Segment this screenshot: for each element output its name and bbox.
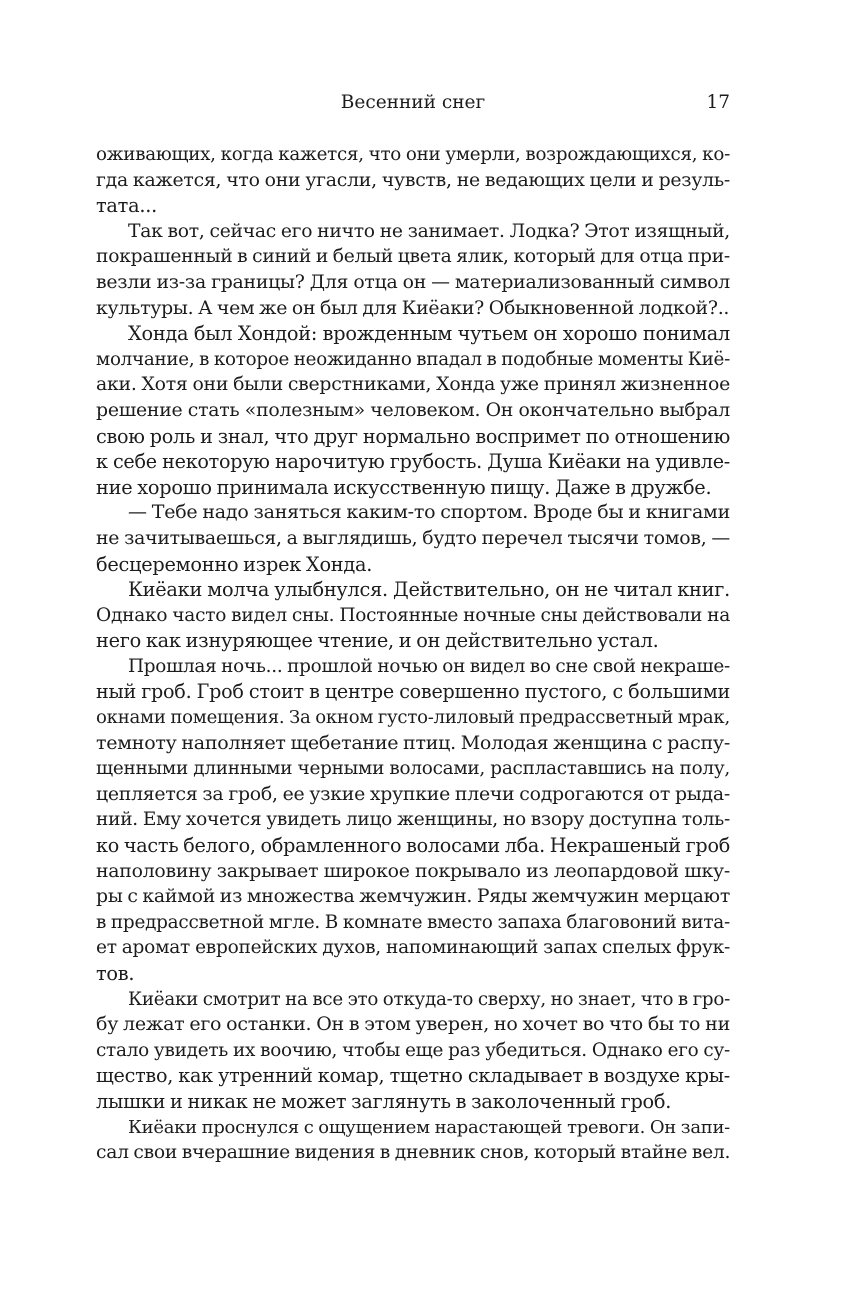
text-line: темноту наполняет щебетание птиц. Молодая женщина с распу- bbox=[96, 731, 730, 754]
text-line: Киёаки проснулся с ощущением нарастающей тревоги. Он запи- bbox=[128, 1116, 730, 1138]
text-line: ет аромат европейских духов, напоминающий запах спелых фрук- bbox=[96, 937, 730, 959]
text-line: гда кажется, что они угасли, чувств, не ведающих цели и резуль- bbox=[96, 169, 730, 191]
text-line: везли из-за границы? Для отца он — материализованный символ bbox=[96, 271, 730, 293]
text-line: стало увидеть их воочию, чтобы еще раз убедиться. Однако его су- bbox=[96, 1039, 730, 1061]
text-line: лышки и никак не может заглянуть в заколоченный гроб. bbox=[96, 1089, 672, 1113]
text-line: ние хорошо принимала искусственную пищу. Даже в дружбе. bbox=[96, 475, 712, 499]
text-line: сал свои вчерашние видения в дневник снов, который втайне вел. bbox=[96, 1142, 731, 1164]
text-line: ры с каймой из множества жемчужин. Ряды жемчужин мерцают bbox=[96, 886, 730, 908]
text-line: цепляется за гроб, ее узкие хрупкие плечи содрогаются от рыда- bbox=[96, 783, 730, 805]
text-line: ный гроб. Гроб стоит в центре совершенно пустого, с большими bbox=[96, 680, 730, 704]
text-line: покрашенный в синий и белый цвета ялик, который для отца при- bbox=[96, 246, 730, 268]
text-line: к себе некоторую нарочитую грубость. Душа Киёаки на удивле- bbox=[96, 450, 730, 474]
text-line: аки. Хотя они были сверстниками, Хонда уже принял жизненное bbox=[96, 374, 730, 396]
text-line: бу лежат его останки. Он в этом уверен, но хочет во что бы то ни bbox=[96, 1013, 730, 1036]
text-line: Киёаки смотрит на все это откуда-то сверху, но знает, что в гро- bbox=[128, 988, 730, 1010]
text-line: молчание, в которое неожиданно впадал в подобные моменты Киё- bbox=[96, 348, 730, 370]
text-line: решение стать «полезным» человеком. Он окончательно выбрал bbox=[96, 399, 730, 421]
page-number: 17 bbox=[706, 92, 730, 113]
text-line: не зачитываешься, а выглядишь, будто перечел тысячи томов, — bbox=[96, 527, 730, 549]
running-title: Весенний снег bbox=[340, 92, 486, 113]
text-line: окнами помещения. За окном густо-лиловый предрассветный мрак, bbox=[96, 707, 730, 729]
text-line: щество, как утренний комар, тщетно складывает в воздухе кры- bbox=[96, 1064, 730, 1088]
text-line: Однако часто видел сны. Постоянные ночные сны действовали на bbox=[96, 604, 730, 626]
text-line: — Тебе надо заняться каким-то спортом. Вроде бы и книгами bbox=[128, 501, 730, 524]
text-line: Прошлая ночь... прошлой ночью он видел во сне свой некраше- bbox=[128, 655, 730, 677]
text-line: него как изнуряющее чтение, и он действительно устал. bbox=[96, 629, 659, 653]
body-text bbox=[96, 142, 730, 1166]
text-line: Киёаки молча улыбнулся. Действительно, он не читал книг. bbox=[128, 578, 730, 602]
text-line: в предрассветной мгле. В комнате вместо запаха благовоний вита- bbox=[96, 911, 730, 933]
running-head bbox=[96, 92, 730, 120]
text-line: щенными длинными черными волосами, распластавшись на полу, bbox=[96, 758, 730, 780]
text-line: наполовину закрывает широкое покрывало из леопардовой шку- bbox=[96, 860, 730, 882]
text-line: тата... bbox=[96, 194, 157, 218]
text-line: Хонда был Хондой: врожденным чутьем он хорошо понимал bbox=[128, 322, 730, 346]
text-line: свою роль и знал, что друг нормально воспримет по отношению bbox=[96, 424, 730, 448]
text-line: тов. bbox=[96, 962, 135, 985]
text-line: ний. Ему хочется увидеть лицо женщины, но взору доступна толь- bbox=[96, 809, 730, 831]
text-line: ко часть белого, обрамленного волосами лба. Некрашеный гроб bbox=[96, 834, 730, 858]
text-line: Так вот, сейчас его ничто не занимает. Лодка? Этот изящный, bbox=[128, 220, 730, 242]
text-line: оживающих, когда кажется, что они умерли, возрождающихся, ко- bbox=[96, 144, 730, 165]
text-line: бесцеремонно изрек Хонда. bbox=[96, 552, 373, 576]
text-line: культуры. А чем же он был для Киёаки? Обыкновенной лодкой?.. bbox=[96, 297, 730, 319]
